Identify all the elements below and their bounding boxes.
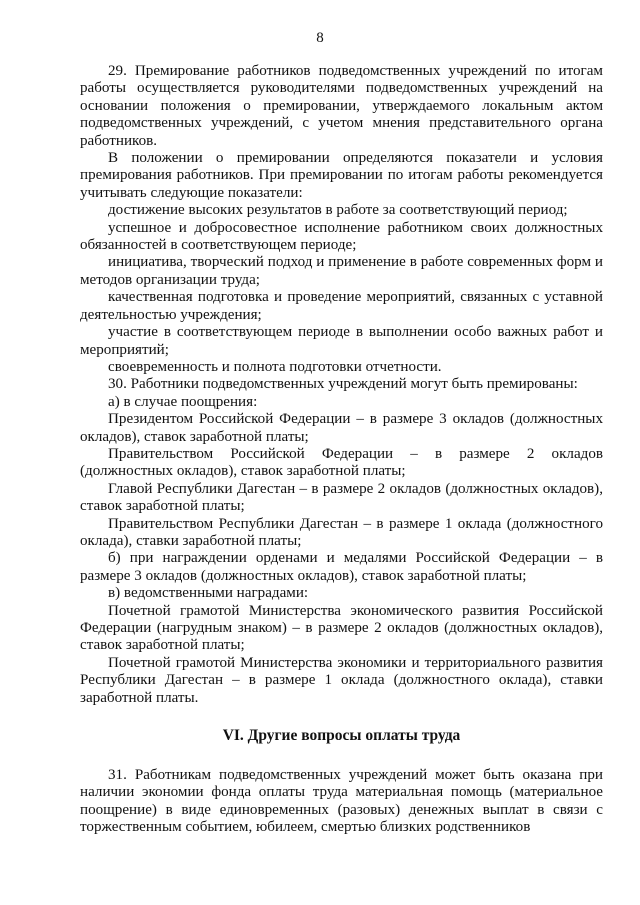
indicator-item: инициатива, творческий подход и применение в работе современных форм и методов организации труда;	[80, 254, 603, 288]
page-number: 8	[316, 30, 324, 46]
subitem-v: в) ведомственными наградами:	[108, 585, 309, 602]
paragraph-bonus-regulation: В положении о премировании определяются показатели и условия премирования работников. При премировании по итогам работы рекомендуется учитывать следующие показатели:	[80, 150, 603, 201]
award-item: Главой Республики Дагестан – в размере 2 окладов (должностных окладов), ставок заработной платы;	[80, 480, 603, 515]
subitem-b: б) при награждении орденами и медалями Российской Федерации – в размере 3 окладов (должностных окладов), ставок заработной платы;	[80, 550, 603, 584]
indicator-item: качественная подготовка и проведение мероприятий, связанных с уставной деятельностью учреждения;	[80, 289, 603, 323]
paragraph-29: 29. Премирование работников подведомственных учреждений по итогам работы осуществляется руководителями подведомственных учреждений на основании положения о премировании, утверждаемого локальным актом подведомственных учреждений, с учетом мнения представительного органа работников.	[80, 63, 603, 149]
paragraph-31: 31. Работникам подведомственных учреждений может быть оказана при наличии экономии фонда оплаты труда материальная помощь (материальное поощрение) в виде единовременных (разовых) денежных выплат в связи с торжественным событием, юбилеем, смертью близких родственников	[80, 767, 603, 836]
indicator-item: успешное и добросовестное исполнение работником своих должностных обязанностей в соответствующем периоде;	[80, 219, 603, 254]
subitem-a: а) в случае поощрения:	[108, 393, 258, 410]
paragraph-30: 30. Работники подведомственных учреждений могут быть премированы:	[108, 376, 578, 393]
indicator-item: своевременность и полнота подготовки отчетности.	[108, 358, 442, 375]
award-item: Почетной грамотой Министерства экономики и территориального развития Республики Дагестан – в размере 1 оклада (должностного оклада), ставки заработной платы.	[80, 654, 603, 706]
document-body	[80, 63, 603, 837]
award-item: Правительством Республики Дагестан – в размере 1 оклада (должностного оклада), ставки заработной платы;	[80, 515, 603, 549]
section-heading: VI. Другие вопросы оплаты труда	[222, 727, 461, 745]
award-item: Правительством Российской Федерации – в размере 2 окладов (должностных окладов), ставок заработной платы;	[80, 445, 603, 480]
award-item: Почетной грамотой Министерства экономического развития Российской Федерации (нагрудным знаком) – в размере 2 окладов (должностных окладов), ставок заработной платы;	[80, 602, 603, 654]
indicator-item: достижение высоких результатов в работе за соответствующий период;	[108, 202, 568, 219]
award-item: Президентом Российской Федерации – в размере 3 окладов (должностных окладов), ставок заработной платы;	[80, 411, 603, 445]
indicator-item: участие в соответствующем периоде в выполнении особо важных работ и мероприятий;	[80, 324, 603, 358]
